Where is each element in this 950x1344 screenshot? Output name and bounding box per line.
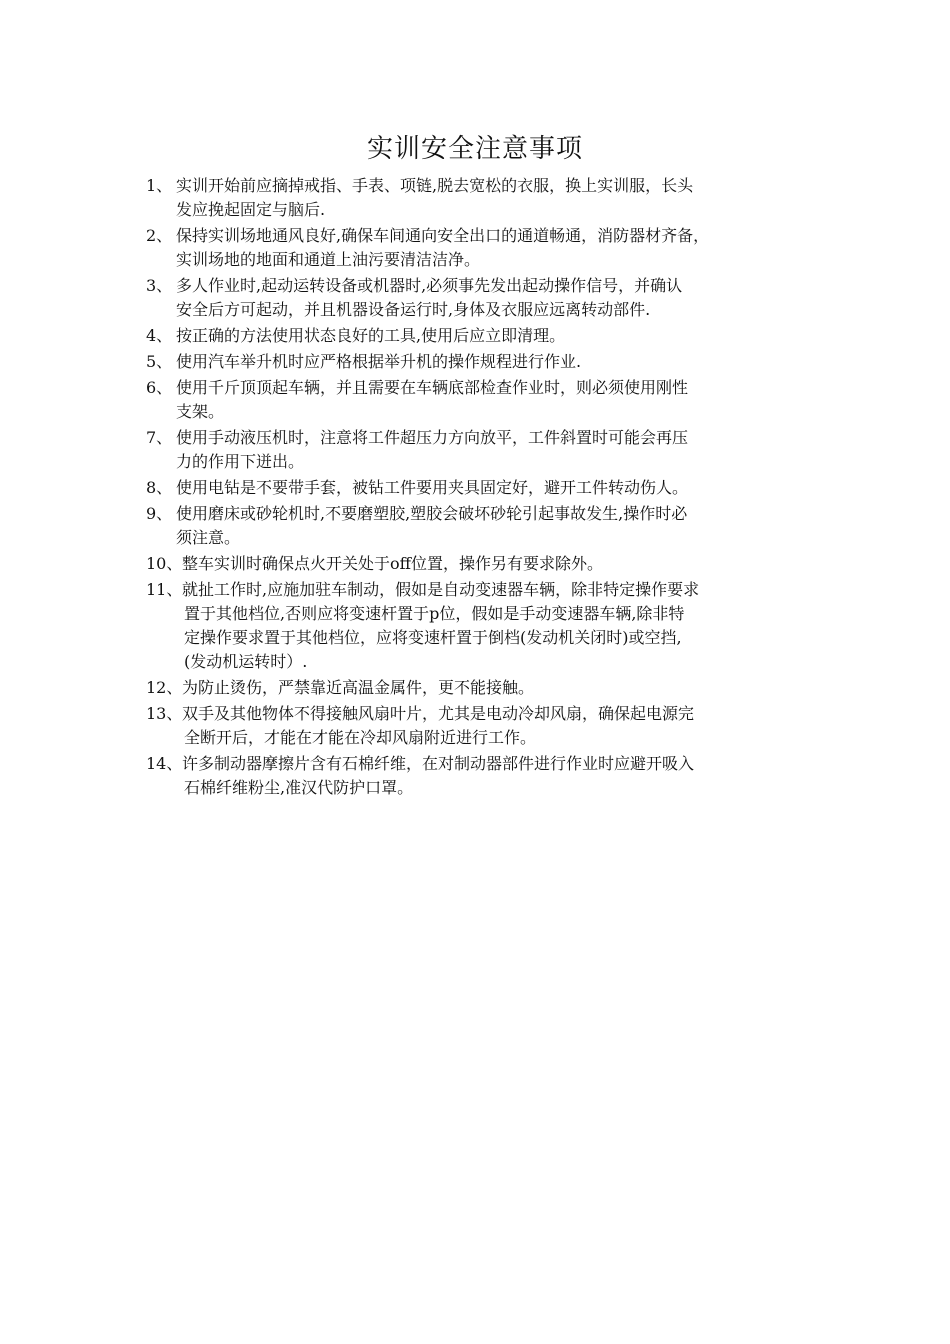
safety-rule-item	[146, 376, 826, 424]
rule-number: 2、	[146, 226, 173, 245]
rule-text-line: 多人作业时,起动运转设备或机器时,必须事先发出起动操作信号，并确认	[176, 276, 683, 295]
rule-text-line: 定操作要求置于其他档位，应将变速杆置于倒档(发动机关闭时)或空挡,	[184, 628, 682, 647]
safety-rule-item	[146, 224, 826, 272]
safety-rule-item	[146, 476, 826, 500]
rule-text-line: 使用千斤顶顶起车辆，并且需要在车辆底部检查作业时，则必须使用刚性	[176, 378, 689, 397]
rule-text-line: 支架。	[176, 402, 225, 421]
rule-text-line: 全断开后，才能在才能在冷却风扇附近进行工作。	[184, 728, 537, 747]
rule-number: 8、	[146, 478, 173, 497]
rule-text-line: 力的作用下迸出。	[176, 452, 305, 471]
rule-text-line: 按正确的方法使用状态良好的工具,使用后应立即清理。	[176, 326, 566, 345]
safety-rule-item	[146, 702, 826, 750]
rule-text-line: 使用汽车举升机时应严格根据举升机的操作规程进行作业.	[176, 352, 582, 371]
safety-rule-item	[146, 324, 826, 348]
rule-number: 6、	[146, 378, 173, 397]
rule-text-line: 就扯工作时,应施加驻车制动，假如是自动变速器车辆，除非特定操作要求	[182, 580, 700, 599]
rule-number: 13、	[146, 704, 183, 723]
rule-text-line: 实训场地的地面和通道上油污要清洁洁净。	[176, 250, 481, 269]
safety-rule-item	[146, 578, 826, 674]
rule-text-line: 安全后方可起动，并且机器设备运行时,身体及衣服应远离转动部件.	[176, 300, 651, 319]
safety-rule-item	[146, 552, 826, 576]
rule-number: 10、	[146, 554, 183, 573]
rule-number: 4、	[146, 326, 173, 345]
rule-text-line: 双手及其他物体不得接触风扇叶片，尤其是电动冷却风扇，确保起电源完	[182, 704, 695, 723]
rule-number: 14、	[146, 754, 183, 773]
rule-text-line: 使用磨床或砂轮机时,不要磨塑胶,塑胶会破坏砂轮引起事故发生,操作时必	[176, 504, 688, 523]
safety-rule-item	[146, 502, 826, 550]
safety-rule-item	[146, 274, 826, 322]
rule-text-line: (发动机运转时）.	[184, 652, 308, 671]
rule-text-line: 保持实训场地通风良好,确保车间通向安全出口的通道畅通，消防器材齐备，	[176, 226, 710, 245]
rule-text-line: 发应挽起固定与脑后.	[176, 200, 326, 219]
rule-number: 9、	[146, 504, 173, 523]
rule-text-line: 为防止烫伤，严禁靠近高温金属件，更不能接触。	[182, 678, 535, 697]
rule-number: 3、	[146, 276, 173, 295]
rule-text-line: 实训开始前应摘掉戒指、手表、项链,脱去宽松的衣服，换上实训服，长头	[176, 176, 694, 195]
safety-rule-item	[146, 174, 826, 222]
safety-rule-item	[146, 676, 826, 700]
rule-text-line: 置于其他档位,否则应将变速杆置于p位，假如是手动变速器车辆,除非特	[184, 604, 685, 623]
rule-text-line: 使用手动液压机时，注意将工件超压力方向放平，工件斜置时可能会再压	[176, 428, 689, 447]
rule-text-line: 石棉纤维粉尘,准汉代防护口罩。	[184, 778, 414, 797]
rule-number: 7、	[146, 428, 173, 447]
rule-text-line: 使用电钻是不要带手套，被钻工件要用夹具固定好，避开工件转动伤人。	[176, 478, 689, 497]
rule-text-line: 整车实训时确保点火开关处于off位置，操作另有要求除外。	[182, 554, 604, 573]
rule-number: 12、	[146, 678, 183, 697]
safety-rule-item	[146, 350, 826, 374]
rule-number: 5、	[146, 352, 173, 371]
page-title: 实训安全注意事项	[366, 134, 583, 164]
rule-text-line: 许多制动器摩擦片含有石棉纤维，在对制动器部件进行作业时应避开吸入	[182, 754, 695, 773]
safety-rules-list	[146, 174, 826, 802]
rule-number: 1、	[146, 176, 173, 195]
safety-rule-item	[146, 752, 826, 800]
rule-number: 11、	[146, 580, 183, 599]
safety-rule-item	[146, 426, 826, 474]
rule-text-line: 须注意。	[176, 528, 241, 547]
